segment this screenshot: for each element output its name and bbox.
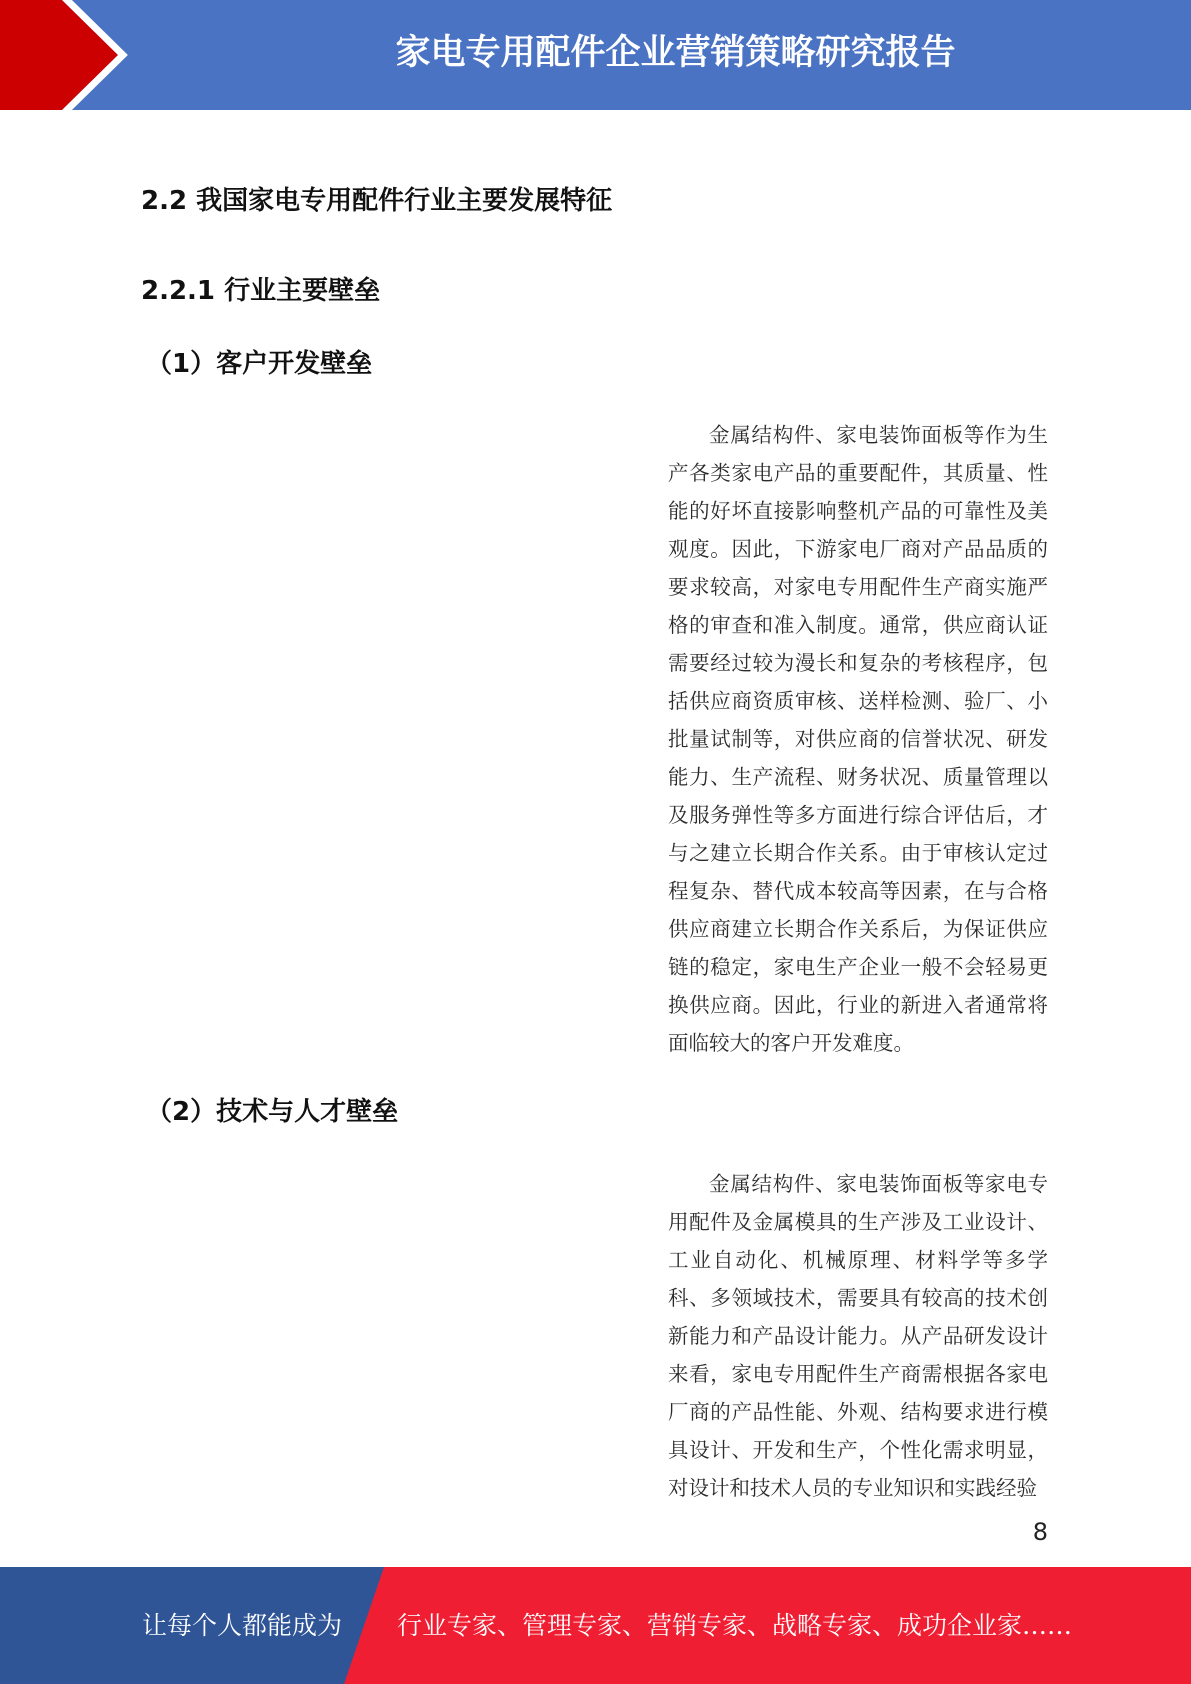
subsection-heading: 2.2.1 行业主要壁垒	[141, 276, 381, 306]
paragraph-tech-talent-barrier: 金属结构件、家电装饰面板等家电专用配件及金属模具的生产涉及工业设计、工业自动化、机械原理、材料学等多学科、多领域技术，需要具有较高的技术创新能力和产品设计能力。从产品研发设计来看，家电专用配件生产商需根据各家电厂商的产品性能、外观、结构要求进行模具设计、开发和生产，个性化需求明显，对设计和技术人员的专业知识和实践经验	[668, 1172, 1048, 1500]
page-number: 8	[1032, 1518, 1048, 1546]
header-arrow-icon	[0, 0, 160, 110]
section-heading: 2.2 我国家电专用配件行业主要发展特征	[141, 186, 613, 216]
item-heading-tech-talent-barrier: （2）技术与人才壁垒	[146, 1097, 399, 1127]
footer-slogan-right: 行业专家、管理专家、营销专家、战略专家、成功企业家……	[397, 1611, 1073, 1640]
report-title: 家电专用配件企业营销策略研究报告	[395, 33, 956, 73]
header-banner	[0, 0, 1191, 110]
paragraph-customer-barrier: 金属结构件、家电装饰面板等作为生产各类家电产品的重要配件，其质量、性能的好坏直接影响整机产品的可靠性及美观度。因此，下游家电厂商对产品品质的要求较高，对家电专用配件生产商实施严格的审查和准入制度。通常，供应商认证需要经过较为漫长和复杂的考核程序，包括供应商资质审核、送样检测、验厂、小批量试制等，对供应商的信誉状况、研发能力、生产流程、财务状况、质量管理以及服务弹性等多方面进行综合评估后，才与之建立长期合作关系。由于审核认定过程复杂、替代成本较高等因素，在与合格供应商建立长期合作关系后，为保证供应链的稳定，家电生产企业一般不会轻易更换供应商。因此，行业的新进入者通常将面临较大的客户开发难度。	[668, 423, 1048, 1055]
footer-slogan-left: 让每个人都能成为	[142, 1611, 343, 1640]
item-heading-customer-barrier: （1）客户开发壁垒	[146, 349, 373, 379]
footer-banner	[0, 1567, 1191, 1684]
